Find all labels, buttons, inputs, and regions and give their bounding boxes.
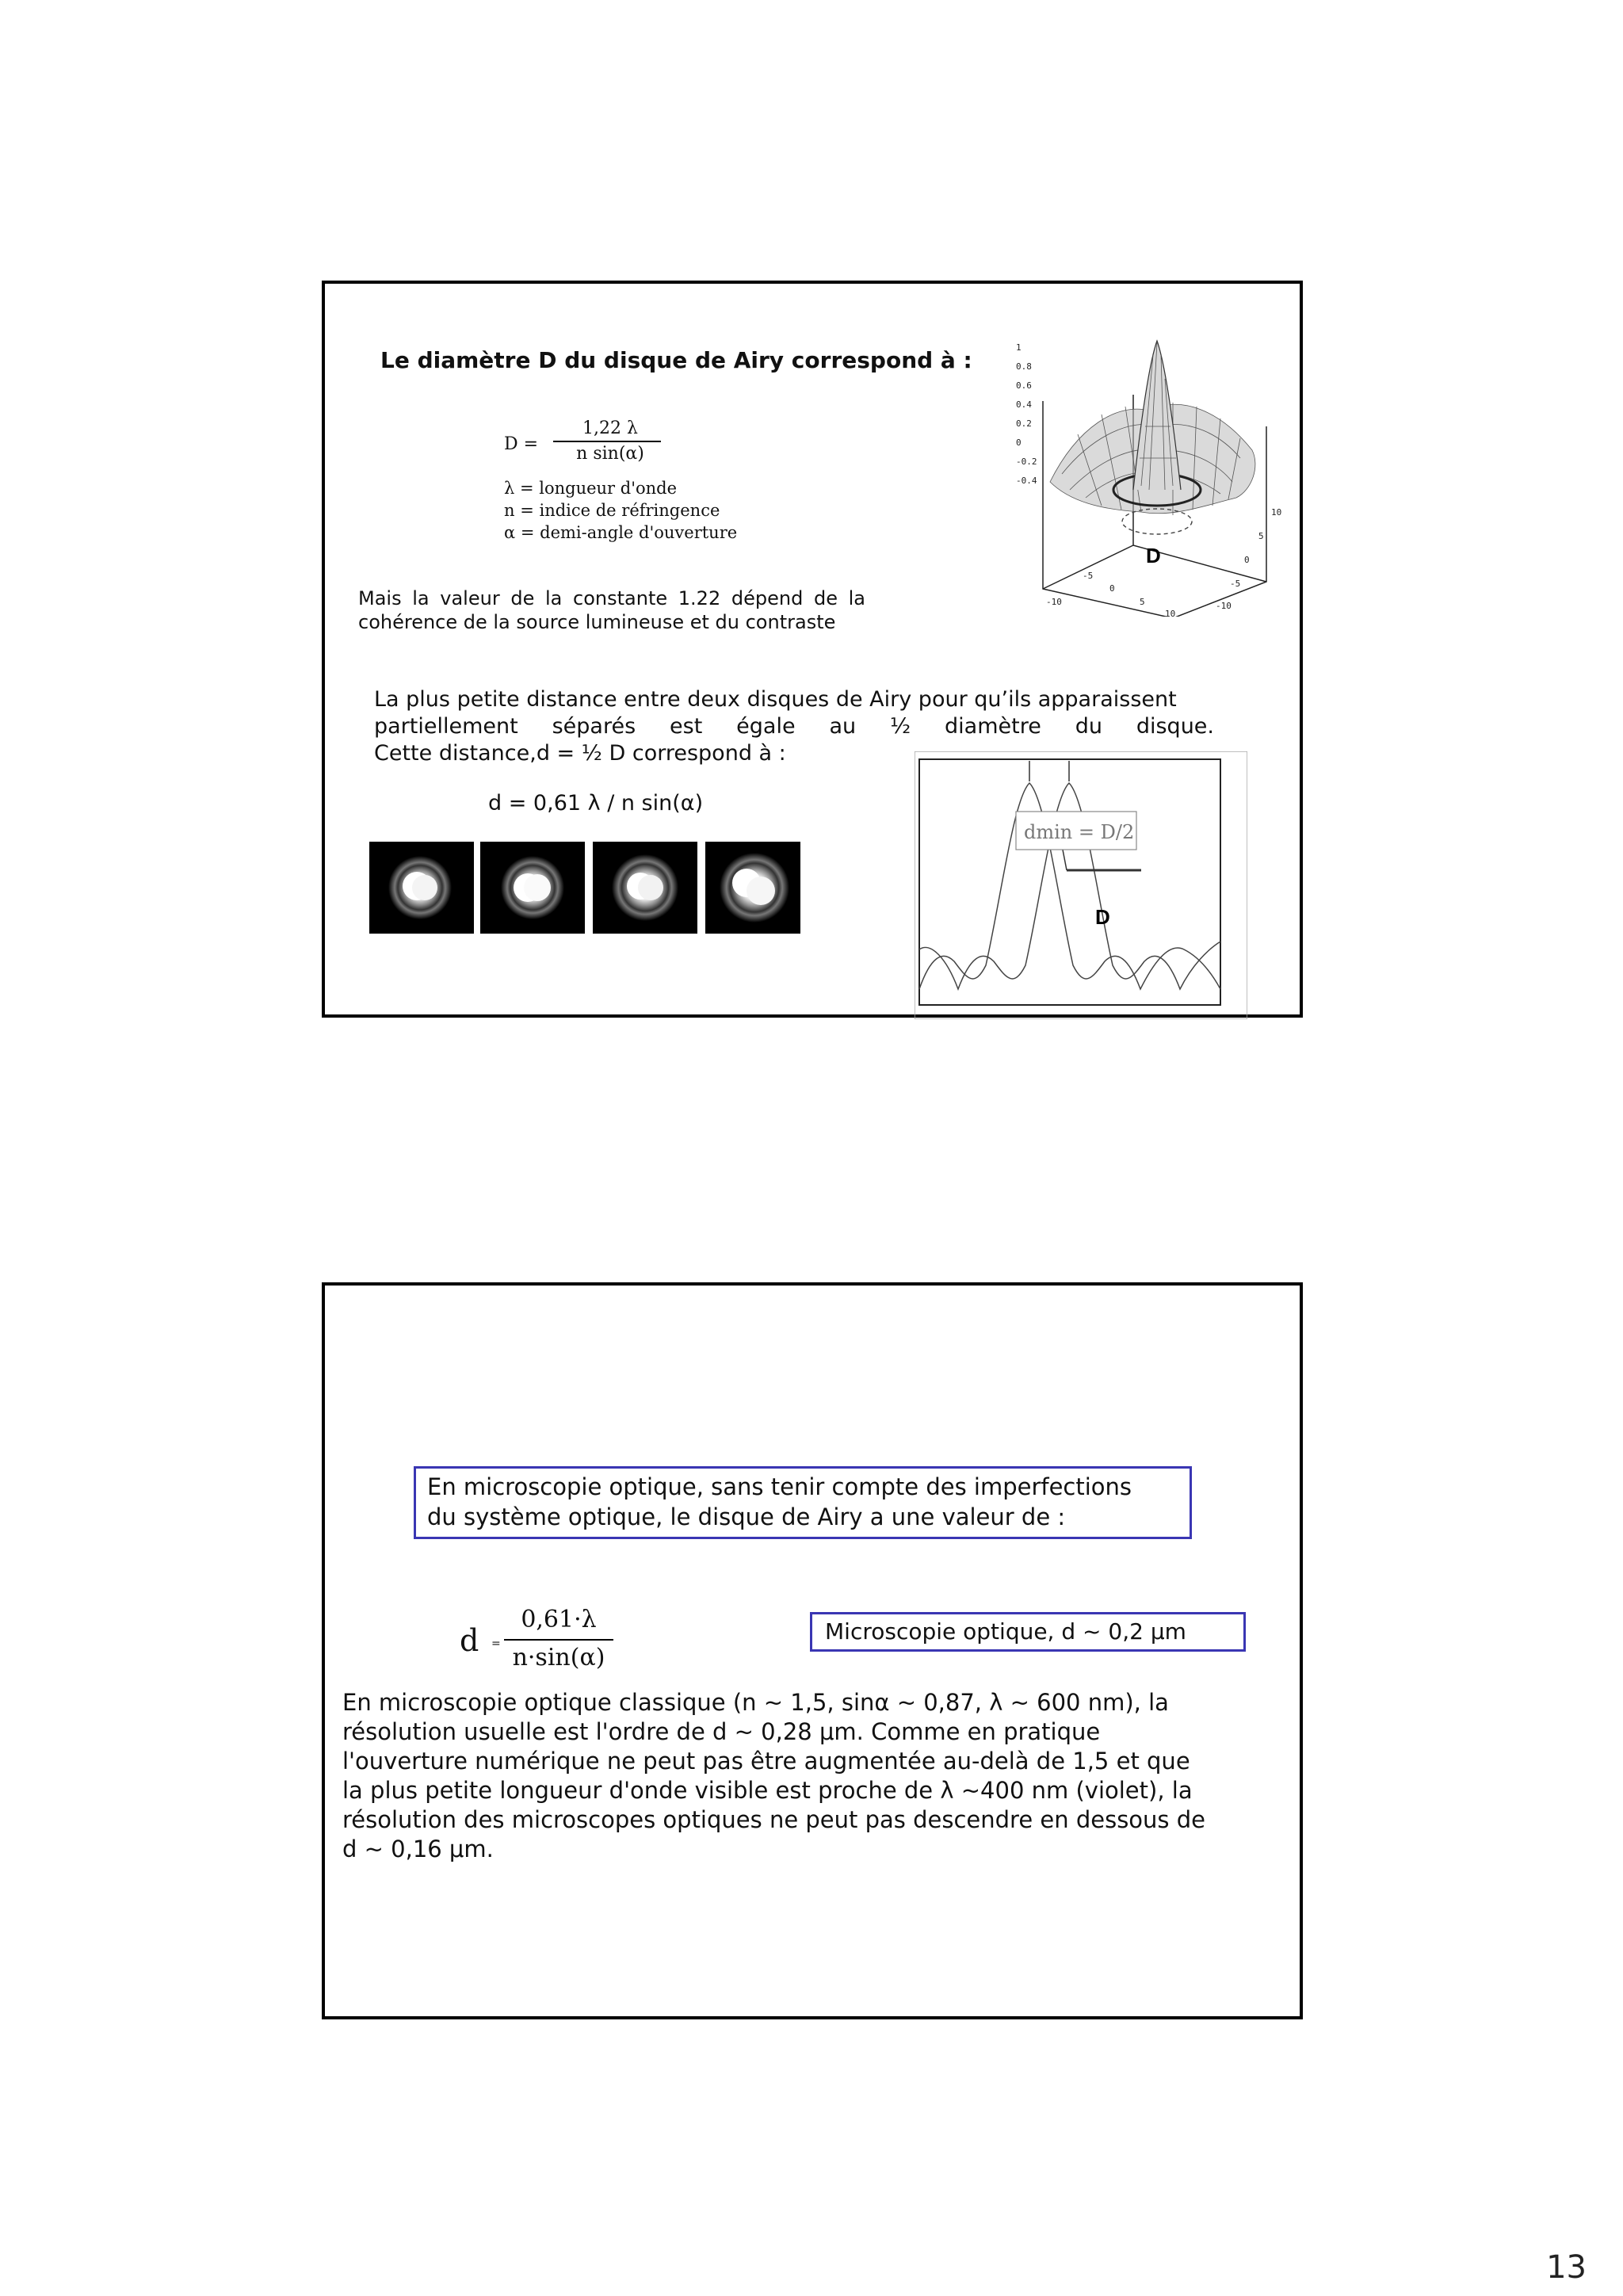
formula-definitions bbox=[504, 477, 737, 544]
intro-line: du système optique, le disque de Airy a une valeur de : bbox=[427, 1503, 1066, 1530]
svg-text:-5: -5 bbox=[1083, 571, 1094, 581]
formula-denominator: n sin(α) bbox=[576, 444, 644, 464]
diameter-formula bbox=[504, 418, 678, 466]
diameter-label: D bbox=[1146, 544, 1161, 567]
dmin-label: dmin = D/2 bbox=[1024, 821, 1135, 843]
paragraph-line: la plus petite longueur d'onde visible est proche de λ ~400 nm (violet), la bbox=[342, 1777, 1193, 1804]
svg-text:0: 0 bbox=[1109, 583, 1115, 594]
plot-frame bbox=[919, 759, 1220, 1005]
airy-pattern-image-4 bbox=[705, 842, 800, 934]
z-axis-ticks bbox=[1216, 507, 1281, 611]
airy-pattern-image-3 bbox=[593, 842, 697, 934]
formula-numerator: 0,61·λ bbox=[521, 1606, 597, 1633]
fraction-bar bbox=[504, 1639, 613, 1641]
paragraph-line: partiellement séparés est égale au ½ diamètre du disque. bbox=[374, 714, 1214, 739]
note-line: cohérence de la source lumineuse et du contraste bbox=[358, 611, 836, 633]
airy-profile-plot bbox=[915, 751, 1247, 1019]
definition-lambda: λ = longueur d'onde bbox=[504, 479, 678, 498]
fraction-bar bbox=[553, 441, 661, 442]
paragraph-line: Cette distance,d = ½ D correspond à : bbox=[374, 741, 786, 766]
formula-denominator: n·sin(α) bbox=[512, 1644, 605, 1671]
paragraph-line: résolution des microscopes optiques ne peut pas descendre en dessous de bbox=[342, 1806, 1206, 1833]
microscopy-result-box: Microscopie optique, d ~ 0,2 μm bbox=[810, 1612, 1246, 1652]
note-line: Mais la valeur de la constante 1.22 dépend de la bbox=[358, 587, 865, 609]
definition-n: n = indice de réfringence bbox=[504, 501, 720, 520]
slide-airy-diameter bbox=[322, 281, 1303, 1018]
paragraph-line: La plus petite distance entre deux disques de Airy pour qu’ils apparaissent bbox=[374, 687, 1177, 712]
svg-text:10: 10 bbox=[1271, 507, 1282, 518]
formula-numerator: 1,22 λ bbox=[582, 418, 638, 438]
svg-text:5: 5 bbox=[1258, 531, 1264, 541]
paragraph-line: En microscopie optique classique (n ~ 1,5, sinα ~ 0,87, λ ~ 600 nm), la bbox=[342, 1689, 1169, 1716]
formula-lhs: d bbox=[460, 1623, 479, 1658]
paragraph-line: d ~ 0,16 μm. bbox=[342, 1836, 494, 1862]
constant-note bbox=[358, 586, 865, 634]
svg-text:-0.4: -0.4 bbox=[1016, 476, 1037, 486]
y-axis-ticks bbox=[1016, 342, 1037, 486]
airy-pattern-image-1 bbox=[369, 842, 474, 934]
svg-text:1: 1 bbox=[1016, 342, 1022, 353]
svg-text:0.2: 0.2 bbox=[1016, 418, 1032, 429]
svg-text:5: 5 bbox=[1140, 597, 1145, 607]
definition-alpha: α = demi-angle d'ouverture bbox=[504, 523, 738, 542]
slide-title: Le diamètre D du disque de Airy correspond à : bbox=[380, 347, 972, 373]
svg-text:0.4: 0.4 bbox=[1016, 399, 1032, 410]
formula-lhs: D = bbox=[504, 434, 539, 454]
intro-line: En microscopie optique, sans tenir compte des imperfections bbox=[427, 1473, 1132, 1500]
airy-3d-surface-plot bbox=[1014, 331, 1300, 617]
airy-pattern-image-2 bbox=[480, 842, 585, 934]
intro-box bbox=[414, 1466, 1192, 1539]
svg-text:-10: -10 bbox=[1046, 597, 1062, 607]
resolution-paragraph bbox=[342, 1688, 1277, 1864]
paragraph-line: l'ouverture numérique ne peut pas être augmentée au-delà de 1,5 et que bbox=[342, 1748, 1190, 1775]
distance-formula: d = 0,61 λ / n sin(α) bbox=[488, 791, 704, 816]
page-number: 13 bbox=[1546, 2249, 1587, 2286]
svg-text:0.8: 0.8 bbox=[1016, 361, 1032, 372]
wireframe-surface bbox=[1050, 341, 1255, 515]
svg-text:-0.2: -0.2 bbox=[1016, 457, 1037, 467]
svg-text:10: 10 bbox=[1165, 609, 1176, 617]
paragraph-line: résolution usuelle est l'ordre de d ~ 0,28 μm. Comme en pratique bbox=[342, 1718, 1101, 1745]
resolution-formula bbox=[460, 1606, 634, 1677]
svg-text:0: 0 bbox=[1244, 555, 1250, 565]
svg-text:0: 0 bbox=[1016, 437, 1022, 448]
formula-equals: = bbox=[491, 1637, 501, 1650]
slide-optical-resolution bbox=[322, 1282, 1303, 2019]
svg-text:0.6: 0.6 bbox=[1016, 380, 1032, 391]
svg-text:-5: -5 bbox=[1230, 579, 1241, 589]
diameter-label-2d: D bbox=[1095, 905, 1110, 929]
svg-text:-10: -10 bbox=[1216, 601, 1232, 611]
